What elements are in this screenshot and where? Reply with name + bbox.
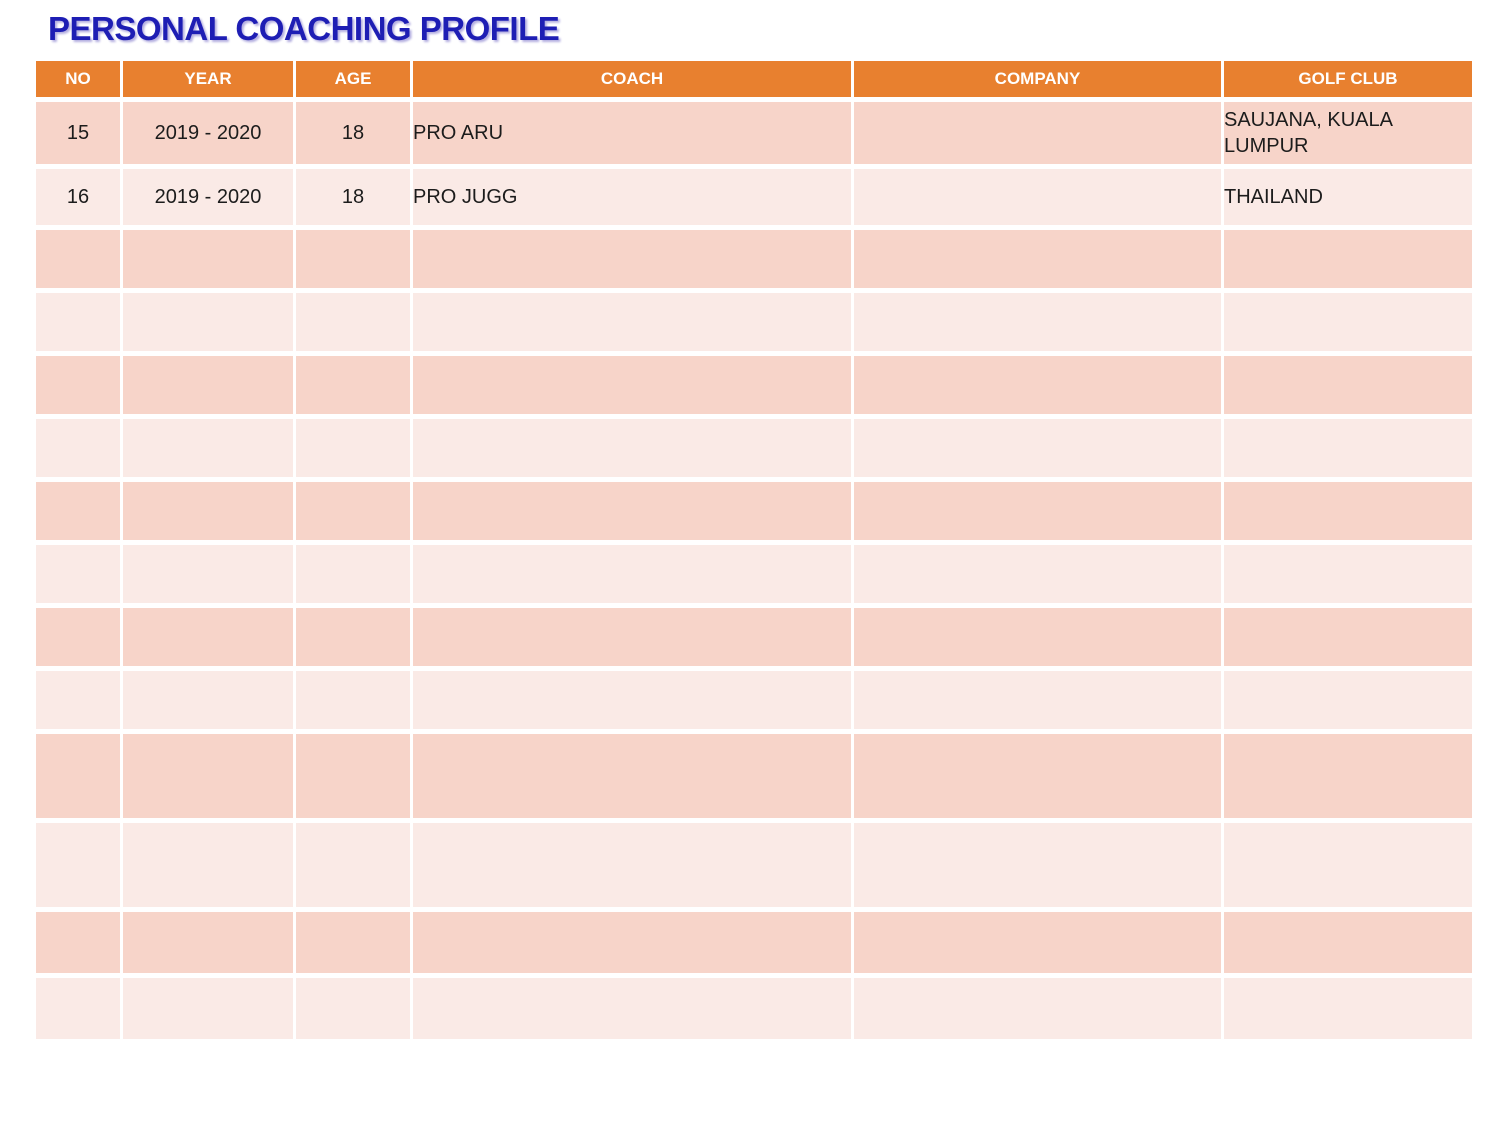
cell-year (123, 978, 293, 1039)
table-row (36, 978, 1472, 1039)
cell-coach (413, 978, 851, 1039)
table-row (36, 671, 1472, 729)
cell-coach (413, 545, 851, 603)
cell-golf-club (1224, 545, 1472, 603)
cell-no (36, 482, 120, 540)
cell-no (36, 293, 120, 351)
cell-year (123, 419, 293, 477)
cell-golf-club: SAUJANA, KUALA LUMPUR (1224, 102, 1472, 164)
cell-company (854, 545, 1221, 603)
header-year: YEAR (123, 61, 293, 97)
table-header (36, 61, 1472, 97)
cell-year (123, 912, 293, 973)
cell-year (123, 545, 293, 603)
cell-golf-club (1224, 356, 1472, 414)
cell-golf-club (1224, 230, 1472, 288)
cell-coach (413, 912, 851, 973)
table-row (36, 169, 1472, 225)
cell-coach (413, 419, 851, 477)
cell-company (854, 356, 1221, 414)
table-row (36, 356, 1472, 414)
cell-coach (413, 230, 851, 288)
header-company: COMPANY (854, 61, 1221, 97)
cell-company (854, 230, 1221, 288)
cell-company (854, 823, 1221, 907)
header-golf-club: GOLF CLUB (1224, 61, 1472, 97)
cell-no (36, 671, 120, 729)
cell-year (123, 356, 293, 414)
cell-no (36, 230, 120, 288)
cell-age: 18 (296, 169, 410, 225)
cell-year (123, 823, 293, 907)
cell-company (854, 912, 1221, 973)
cell-golf-club: THAILAND (1224, 169, 1472, 225)
cell-golf-club (1224, 734, 1472, 818)
cell-age (296, 671, 410, 729)
cell-no (36, 419, 120, 477)
cell-year (123, 671, 293, 729)
cell-company (854, 102, 1221, 164)
cell-no: 15 (36, 102, 120, 164)
cell-company (854, 608, 1221, 666)
cell-coach (413, 734, 851, 818)
cell-no (36, 545, 120, 603)
cell-coach (413, 823, 851, 907)
cell-age (296, 230, 410, 288)
cell-coach: PRO ARU (413, 102, 851, 164)
cell-golf-club (1224, 912, 1472, 973)
cell-company (854, 671, 1221, 729)
cell-age (296, 545, 410, 603)
cell-no (36, 978, 120, 1039)
cell-company (854, 293, 1221, 351)
cell-golf-club (1224, 823, 1472, 907)
cell-year (123, 482, 293, 540)
cell-year (123, 608, 293, 666)
cell-golf-club (1224, 482, 1472, 540)
cell-no (36, 356, 120, 414)
cell-no (36, 734, 120, 818)
table-row (36, 419, 1472, 477)
cell-age (296, 734, 410, 818)
table-row (36, 482, 1472, 540)
table-body (36, 102, 1472, 1039)
cell-age (296, 419, 410, 477)
cell-no (36, 608, 120, 666)
cell-no: 16 (36, 169, 120, 225)
header-coach: COACH (413, 61, 851, 97)
cell-golf-club (1224, 608, 1472, 666)
table-row (36, 230, 1472, 288)
cell-coach (413, 671, 851, 729)
table-row (36, 608, 1472, 666)
cell-coach (413, 482, 851, 540)
cell-age (296, 293, 410, 351)
cell-age (296, 978, 410, 1039)
cell-year (123, 230, 293, 288)
cell-age (296, 482, 410, 540)
cell-year: 2019 - 2020 (123, 102, 293, 164)
cell-golf-club (1224, 419, 1472, 477)
cell-age (296, 912, 410, 973)
header-row (36, 61, 1472, 97)
table-row (36, 734, 1472, 818)
cell-no (36, 823, 120, 907)
cell-coach (413, 356, 851, 414)
cell-year: 2019 - 2020 (123, 169, 293, 225)
cell-age: 18 (296, 102, 410, 164)
cell-company (854, 169, 1221, 225)
cell-no (36, 912, 120, 973)
cell-golf-club (1224, 293, 1472, 351)
table-row (36, 293, 1472, 351)
cell-coach (413, 608, 851, 666)
cell-company (854, 978, 1221, 1039)
cell-golf-club (1224, 671, 1472, 729)
cell-company (854, 419, 1221, 477)
cell-golf-club (1224, 978, 1472, 1039)
table-row (36, 912, 1472, 973)
cell-coach (413, 293, 851, 351)
header-age: AGE (296, 61, 410, 97)
coaching-table (33, 56, 1475, 1044)
cell-age (296, 608, 410, 666)
cell-age (296, 356, 410, 414)
table-row (36, 545, 1472, 603)
cell-year (123, 734, 293, 818)
table-row (36, 102, 1472, 164)
table-row (36, 823, 1472, 907)
cell-coach: PRO JUGG (413, 169, 851, 225)
cell-company (854, 734, 1221, 818)
page-title: PERSONAL COACHING PROFILE (48, 10, 560, 47)
cell-age (296, 823, 410, 907)
cell-year (123, 293, 293, 351)
header-no: NO (36, 61, 120, 97)
cell-company (854, 482, 1221, 540)
